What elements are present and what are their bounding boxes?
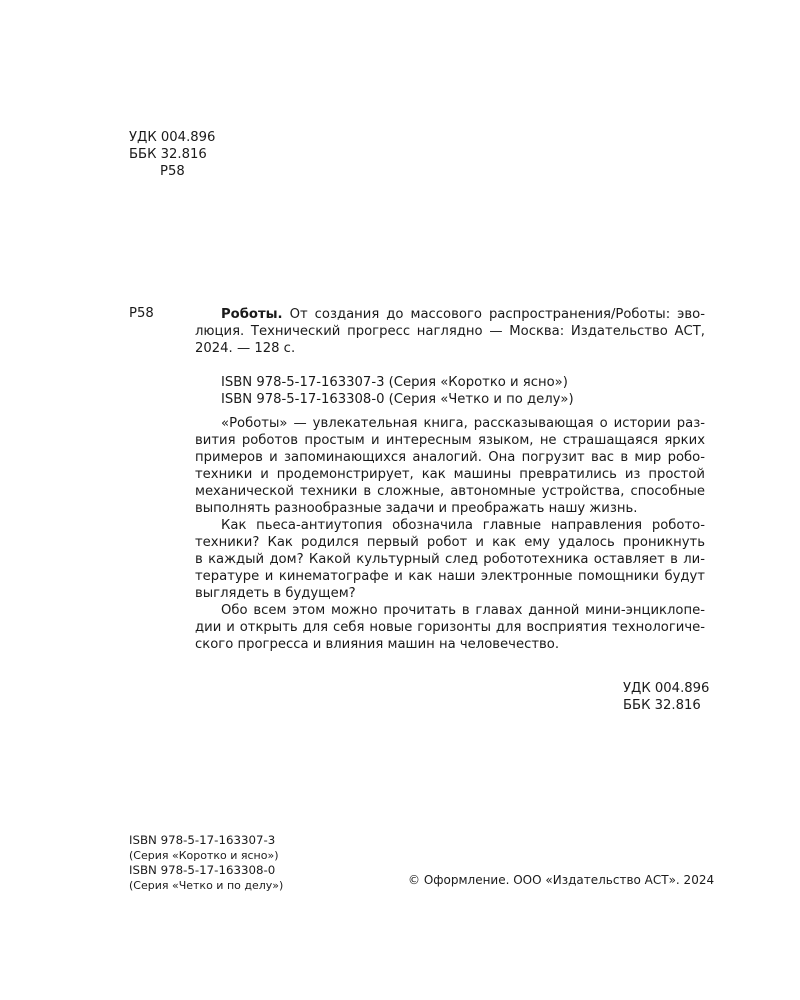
book-title: Роботы. xyxy=(221,307,283,322)
annotation-line: Обо всем этом можно прочитать в главах данной мини-энциклопе- xyxy=(221,603,705,618)
footer-isbn: ISBN 978-5-17-163308-0 xyxy=(129,863,276,877)
annotation-line: ского прогресса и влияния машин на человечество. xyxy=(195,637,560,652)
udk-code: УДК 004.896 xyxy=(129,130,216,145)
bibliographic-record xyxy=(195,306,705,357)
biblio-line: люция. Технический прогресс наглядно — Москва: Издательство АСТ, xyxy=(195,324,705,339)
isbn-line: ISBN 978-5-17-163308-0 (Серия «Четко и по делу») xyxy=(221,392,574,407)
top-classification-codes xyxy=(129,129,215,180)
udk-code: УДК 004.896 xyxy=(623,681,710,696)
annotation-line: выполнять разнообразные задачи и преображать нашу жизнь. xyxy=(195,501,638,516)
annotation-line: вития роботов простым и интересным языком, не страшащаяся ярких xyxy=(195,433,705,448)
annotation xyxy=(195,415,705,653)
annotation-line: «Роботы» — увлекательная книга, рассказывающая о истории раз- xyxy=(221,416,705,431)
footer-isbn: ISBN 978-5-17-163307-3 xyxy=(129,833,276,847)
annotation-line: дии и открыть для себя новые горизонты для восприятия технологиче- xyxy=(195,620,705,635)
annotation-line: в каждый дом? Какой культурный след робототехника оставляет в ли- xyxy=(195,552,705,567)
annotation-line: выглядеть в будущем? xyxy=(195,586,356,601)
isbn-line: ISBN 978-5-17-163307-3 (Серия «Коротко и ясно») xyxy=(221,375,568,390)
copyright-notice: © Оформление. ООО «Издательство АСТ». 2024 xyxy=(408,873,715,887)
bottom-classification-codes xyxy=(623,680,709,714)
annotation-line: техники и продемонстрирует, как машины превратились из простой xyxy=(195,467,705,482)
biblio-line: 2024. — 128 с. xyxy=(195,341,296,356)
record-author-mark: Р58 xyxy=(129,306,154,321)
bbk-code: ББК 32.816 xyxy=(129,147,207,162)
annotation-line: Как пьеса-антиутопия обозначила главные направления робото- xyxy=(221,518,705,533)
isbn-list xyxy=(221,374,574,408)
annotation-line: примеров и запоминающихся аналогий. Она погрузит вас в мир робо- xyxy=(195,450,705,465)
bbk-code: ББК 32.816 xyxy=(623,698,701,713)
footer-series: (Серия «Коротко и ясно») xyxy=(129,849,279,862)
annotation-line: техники? Как родился первый робот и как ему удалось проникнуть xyxy=(195,535,705,550)
footer-isbn-block xyxy=(129,833,283,893)
biblio-line: Роботы. От создания до массового распространения/Роботы: эво- xyxy=(221,307,705,322)
annotation-line: механической техники в сложные, автономные устройства, способные xyxy=(195,484,705,499)
annotation-line: тературе и кинематографе и как наши электронные помощники будут xyxy=(195,569,705,584)
author-mark: Р58 xyxy=(160,164,185,179)
footer-series: (Серия «Четко и по делу») xyxy=(129,879,284,892)
